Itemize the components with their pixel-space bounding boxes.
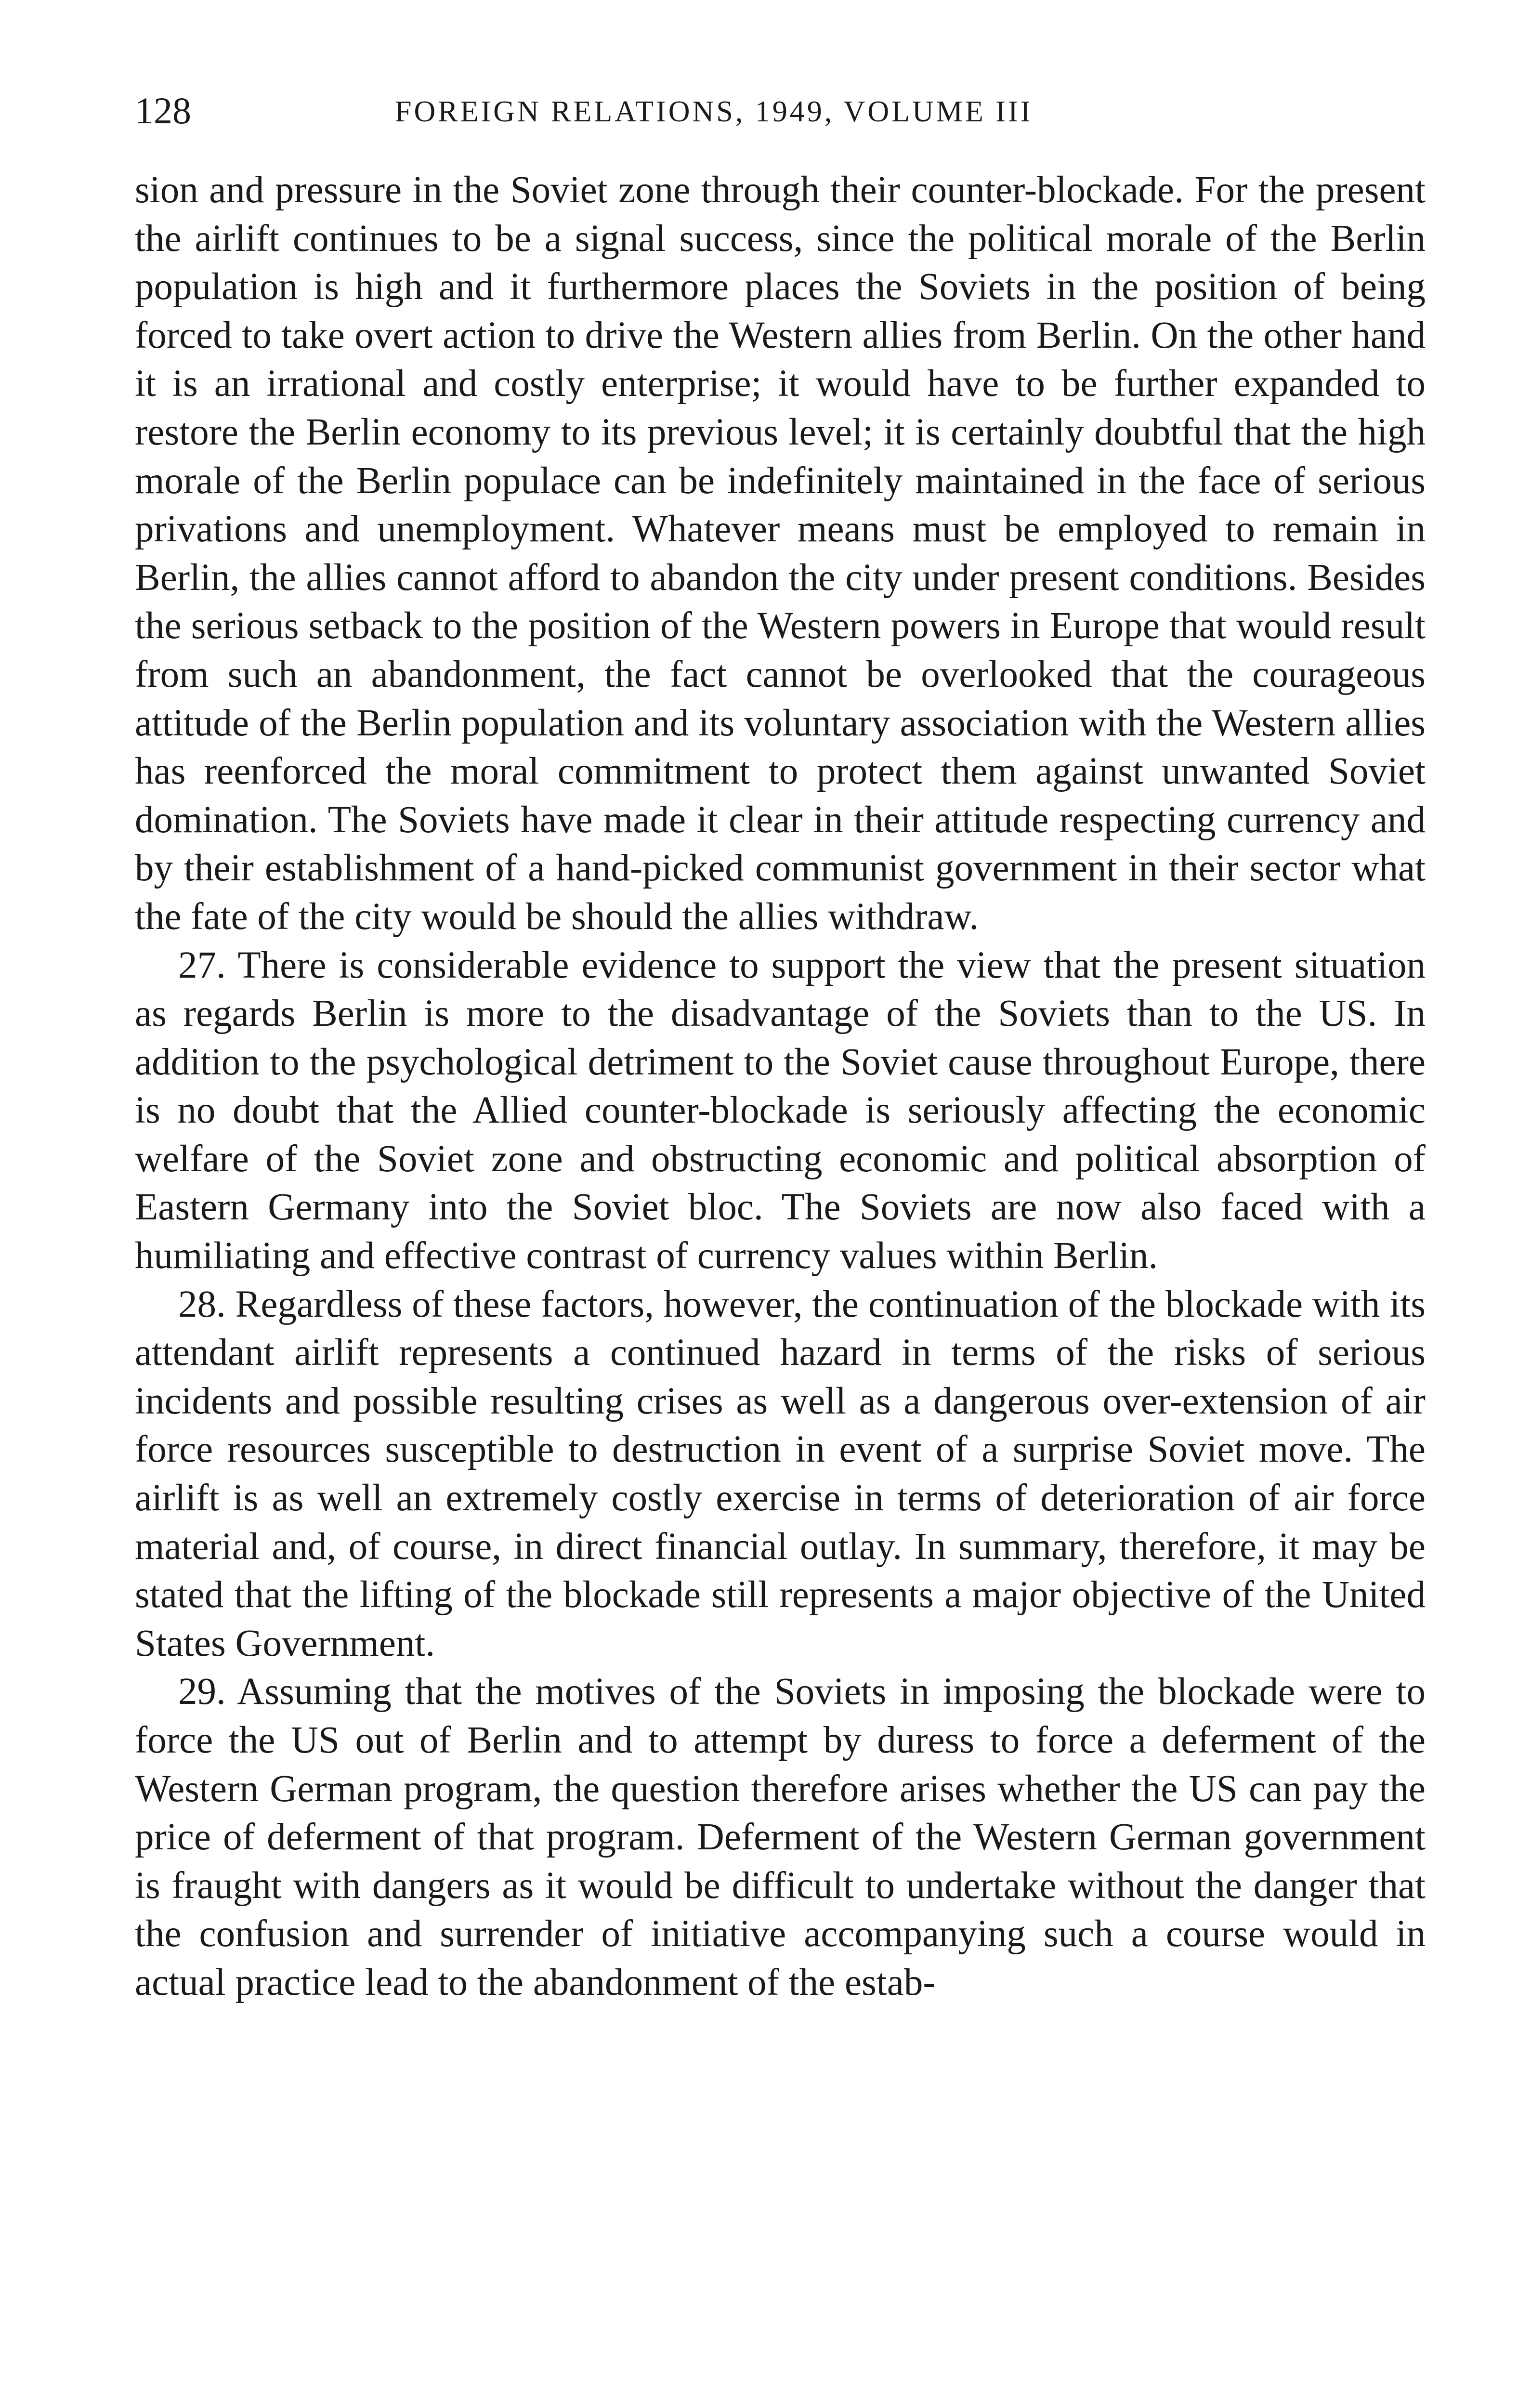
page-number: 128 — [135, 90, 191, 131]
running-title: FOREIGN RELATIONS, 1949, VOLUME III — [395, 95, 1033, 128]
page-header — [135, 72, 1426, 144]
paragraph-29: 29. Assuming that the motives of the Soviets in imposing the blockade were to force the US out of Berlin and to attempt by duress to force a deferment of the Western German program, the question therefore arises whether the US can pay the price of deferment of that program. Deferment of the Western German government is fraught with dangers as it would be difficult to undertake without the danger that the confusion and surrender of initiative accompanying such a course would in actual practice lead to the abandonment of the estab- — [135, 1671, 1426, 2003]
paragraph-28: 28. Regardless of these factors, however, the continuation of the blockade with its attendant airlift represents a continued hazard in terms of the risks of serious incidents and possible resulting crises as well as a dangerous over-extension of air force resources susceptible to destruction in event of a surprise Soviet move. The airlift is as well an extremely costly exercise in terms of deterioration of air force material and, of course, in direct financial outlay. In summary, therefore, it may be stated that the lifting of the blockade still represents a major objective of the United States Government. — [135, 1283, 1426, 1664]
body-text — [135, 166, 1426, 2007]
paragraph-27: 27. There is considerable evidence to support the view that the present situation as regards Berlin is more to the disadvantage of the Soviets than to the US. In addition to the psychological detriment to the Soviet cause throughout Europe, there is no doubt that the Allied counter-blockade is seriously affecting the economic welfare of the Soviet zone and obstructing economic and political absorption of Eastern Germany into the Soviet bloc. The Soviets are now also faced with a humiliating and effective contrast of currency values within Berlin. — [135, 944, 1426, 1277]
paragraph-continuation: sion and pressure in the Soviet zone through their counter-blockade. For the present the airlift continues to be a signal success, since the political morale of the Berlin population is high and it furthermore places the Soviets in the position of being forced to take overt action to drive the Western allies from Berlin. On the other hand it is an irrational and costly enterprise; it would have to be further expanded to restore the Berlin economy to its previous level; it is certainly doubtful that the high morale of the Berlin populace can be indefinitely maintained in the face of serious privations and unemployment. Whatever means must be employed to remain in Berlin, the allies cannot afford to abandon the city under present conditions. Besides the serious setback to the position of the Western powers in Europe that would result from such an abandonment, the fact cannot be overlooked that the courageous attitude of the Berlin population and its voluntary association with the Western allies has reenforced the moral commitment to protect them against unwanted Soviet domination. The Soviets have made it clear in their attitude respecting currency and by their establishment of a hand-picked communist government in their sector what the fate of the city would be should the allies withdraw. — [135, 169, 1426, 938]
